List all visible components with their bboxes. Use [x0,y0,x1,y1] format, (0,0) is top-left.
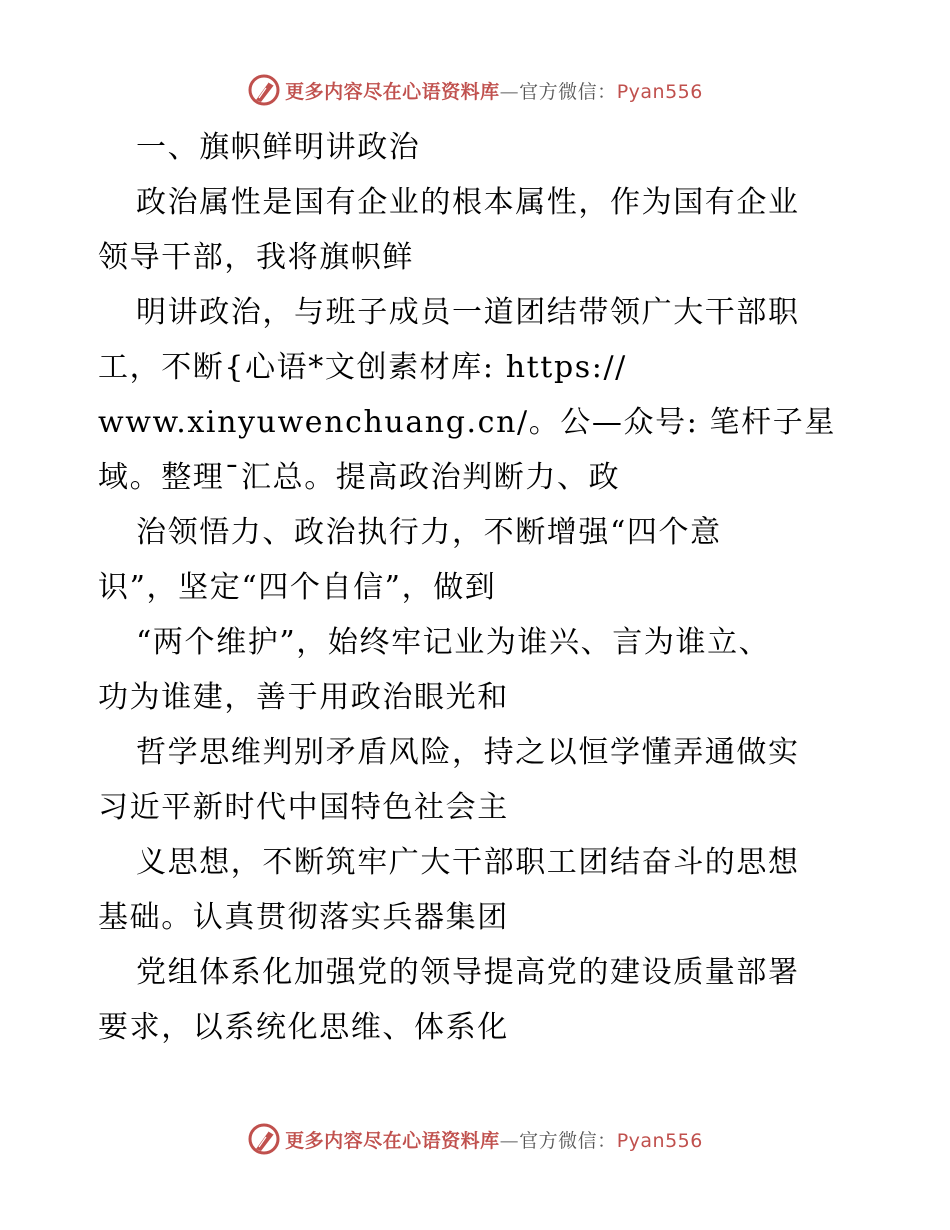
text-line: www.xinyuwenchuang.cn/。公—众号: 笔杆子星 [98,405,836,440]
text-line: 习近平新时代中国特色社会主 [98,790,509,825]
text-line: 功为谁建，善于用政治眼光和 [98,680,509,715]
banner-text [285,1126,703,1153]
text-line: 党组体系化加强党的领导提高党的建设质量部署 [136,955,800,990]
banner-label: 官方微信： [519,80,617,103]
banner-wechat-id: Pyan556 [616,80,703,103]
document-body [98,120,858,1055]
quill-pen-logo-icon [247,73,281,107]
banner-main-text: 更多内容尽在心语资料库 [285,80,500,103]
text-line: 识”，坚定“四个自信”，做到 [98,570,497,605]
text-line: “两个维护”，始终牢记业为谁兴、言为谁立、 [136,625,771,660]
text-line: 治领悟力、政治执行力，不断增强“四个意 [136,515,722,550]
text-line: 工，不断{心语*文创素材库: https:// [98,350,627,385]
banner-text [285,77,703,104]
banner-separator: — [499,80,520,103]
banner-separator: — [499,1129,520,1152]
section-heading: 一、旗帜鲜明讲政治 [136,130,421,165]
quill-pen-logo-icon [247,1122,281,1156]
text-line: 要求，以系统化思维、体系化 [98,1010,509,1045]
banner-main-text: 更多内容尽在心语资料库 [285,1129,500,1152]
text-line: 明讲政治，与班子成员一道团结带领广大干部职 [136,295,800,330]
text-line: 政治属性是国有企业的根本属性，作为国有企业 [136,185,800,220]
text-line: 领导干部，我将旗帜鲜 [98,240,414,275]
text-line: 义思想，不断筑牢广大干部职工团结奋斗的思想 [136,845,800,880]
text-line: 域。整理¯汇总。提高政治判断力、政 [98,460,621,495]
header-watermark-banner [0,73,950,107]
footer-watermark-banner [0,1122,950,1156]
banner-wechat-id: Pyan556 [616,1129,703,1152]
text-line: 哲学思维判别矛盾风险，持之以恒学懂弄通做实 [136,735,800,770]
banner-label: 官方微信： [519,1129,617,1152]
text-line: 基础。认真贯彻落实兵器集团 [98,900,509,935]
